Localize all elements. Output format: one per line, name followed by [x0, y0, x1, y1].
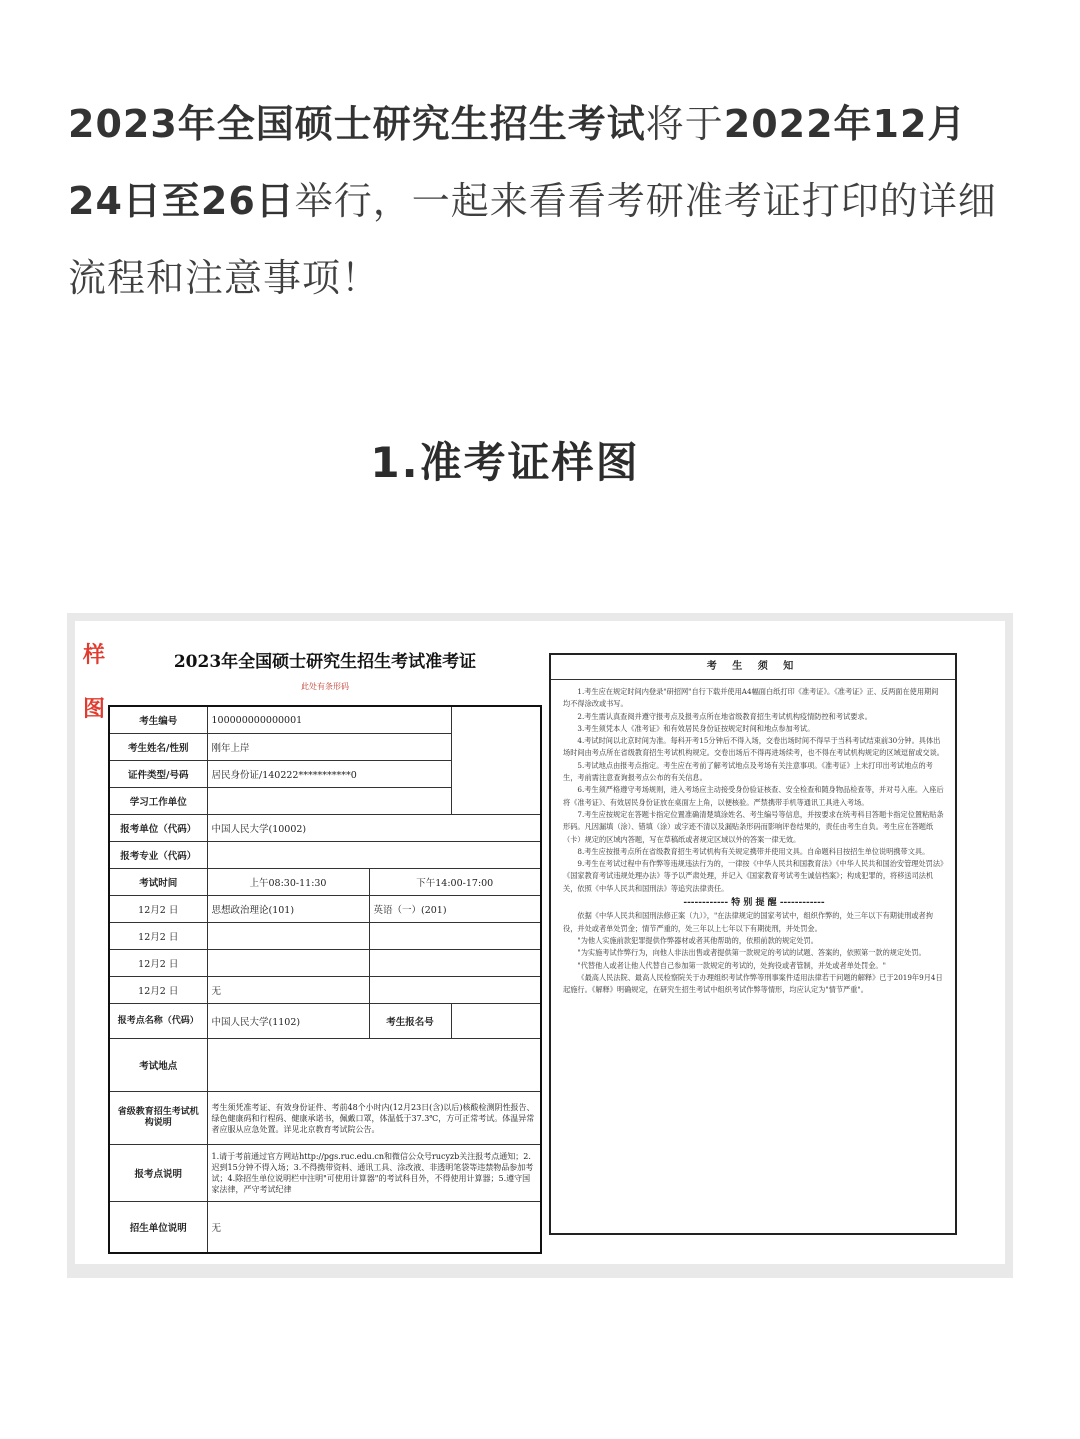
exam-pm-subject	[369, 923, 541, 950]
admission-ticket-sample-image	[67, 613, 1013, 1278]
provincial-note-value: 考生须凭准考证、有效身份证件、考前48个小时内(12月23日(含)以后)核酸检测阴性报告、绿色健康码和行程码、健康承诺书，佩戴口罩，体温低于37.3℃，方可正常考试。体温异常者应服从应急处置。详见北京教育考试院公告。	[207, 1092, 541, 1145]
ticket-table	[108, 705, 542, 1254]
exam-am-subject	[207, 923, 369, 950]
exam-row	[109, 950, 541, 977]
table-row	[109, 815, 541, 842]
table-row	[109, 842, 541, 869]
row-label: 学习工作单位	[109, 788, 207, 815]
exam-date: 12月2 日	[109, 977, 207, 1004]
ticket-title: 2023年全国硕士研究生招生考试准考证	[173, 652, 477, 672]
row-value: 100000000000001	[207, 706, 451, 734]
exam-am-subject: 思想政治理论(101)	[207, 896, 369, 923]
reminder-item: 依据《中华人民共和国刑法修正案（九）》，"在法律规定的国家考试中，组织作弊的，处三年以下有期徒刑或者拘役，并处或者单处罚金；情节严重的，处三年以上七年以下有期徒刑，并处罚金。	[563, 911, 933, 933]
sample-stamp: 样图	[83, 643, 106, 722]
exam-date: 12月2 日	[109, 923, 207, 950]
row-label: 证件类型/号码	[109, 761, 207, 788]
notice-item: 6.考生须严格遵守考场规则，进入考场应主动接受身份验证核查、安全检查和随身物品检查等，并对号入座。入座后将《准考证》、有效居民身份证放在桌面左上角，以便核验。严禁携带手机等通讯工具进入考场。	[563, 785, 944, 807]
table-row	[109, 706, 541, 734]
provincial-note-row	[109, 1092, 541, 1145]
photo-box	[451, 706, 541, 815]
site-note-row	[109, 1145, 541, 1202]
section-title: 1.准考证样图	[370, 438, 640, 487]
unit-note-row	[109, 1202, 541, 1254]
intro-bold-exam: 2023年全国硕士研究生招生考试	[68, 102, 646, 146]
reminder-item: "为实施考试作弊行为，向他人非法出售或者提供第一款规定的考试的试题、答案的，依照第一款的规定处罚。	[577, 948, 926, 958]
row-value	[207, 788, 451, 815]
notice-body	[551, 680, 955, 996]
exam-am-header: 上午08:30-11:30	[207, 869, 369, 896]
exam-site-label: 报考点名称（代码）	[109, 1004, 207, 1039]
notice-item: 1.考生应在规定时间内登录"研招网"自行下载并使用A4幅面白纸打印《准考证》。《准考证》正、反两面在使用期间均不得涂改或书写。	[563, 687, 939, 709]
row-value: 中国人民大学(10002)	[207, 815, 541, 842]
notice-item: 7.考生应按规定在答题卡指定位置准确清楚填涂姓名、考生编号等信息，并按要求在统考科目答题卡指定位置粘贴条形码。凡因漏填（涂）、错填（涂）或字迹不清以及漏贴条形码而影响评卷结果的，责任由考生自负。考生应在答题纸（卡）规定的区域内答题，写在草稿纸或者规定区域以外的答案一律无效。	[563, 809, 944, 844]
notice-item: 9.考生在考试过程中有作弊等违规违法行为的，一律按《中华人民共和国教育法》《中华人民共和国治安管理处罚法》《国家教育考试违规处理办法》等予以严肃处理，并记入《国家教育考试考生诚信档案》；构成犯罪的，将移送司法机关，依照《中华人民共和国刑法》等追究法律责任。	[563, 859, 944, 893]
exam-row	[109, 923, 541, 950]
reminder-item: "代替他人或者让他人代替自己参加第一款规定的考试的，处拘役或者管制，并处或者单处罚金。"	[577, 960, 886, 970]
site-note-label: 报考点说明	[109, 1145, 207, 1202]
notice-item: 8.考生应按报考点所在省级教育招生考试机构有关规定携带并使用文具。自命题科目按招生单位说明携带文具。	[577, 846, 930, 856]
ticket-sheet	[75, 621, 1005, 1264]
exam-date: 12月2 日	[109, 950, 207, 977]
intro-bold-date: 2022年12月24日至26日	[68, 102, 967, 223]
site-note-value: 1.请于考前通过官方网站http://pgs.ruc.edu.cn和微信公众号rucyzb关注报考点通知；2.迟到15分钟不得入场；3.不得携带资料、通讯工具、涂改液、非透明笔袋等违禁物品参加考试；4.除招生单位说明栏中注明"可使用计算器"的考试科目外，不得使用计算器；5.遵守国家法律，严守考试纪律	[207, 1145, 541, 1202]
exam-site-row	[109, 1004, 541, 1039]
exam-row	[109, 896, 541, 923]
notice-item: 3.考生须凭本人《准考证》和有效居民身份证按规定时间和地点参加考试。	[577, 723, 815, 733]
row-label: 考生姓名/性别	[109, 734, 207, 761]
unit-note-label: 招生单位说明	[109, 1202, 207, 1254]
exam-time-label: 考试时间	[109, 869, 207, 896]
reminder-item: "为他人实施前款犯罪提供作弊器材或者其他帮助的，依照前款的规定处罚。	[577, 935, 818, 945]
exam-pm-subject	[369, 977, 541, 1004]
exam-location-row	[109, 1039, 541, 1092]
notice-item: 4.考试时间以北京时间为准。每科开考15分钟后不得入场，交卷出场时间不得早于当科考试结束前30分钟。具体出场时间由考点所在省级教育招生考试机构规定。交卷出场后不得再进场续考，也不得在考试机构规定的区域逗留或交谈。	[563, 736, 944, 758]
row-value: 刚年上岸	[207, 734, 451, 761]
registration-number-value	[451, 1004, 541, 1039]
barcode-placeholder: 此处有条形码	[301, 682, 349, 691]
provincial-note-label: 省级教育招生考试机构说明	[109, 1092, 207, 1145]
special-reminder-title: ------------ 特 别 提 醒 ------------	[683, 898, 825, 909]
row-label: 报考单位（代码）	[109, 815, 207, 842]
exam-location-value	[207, 1039, 541, 1092]
exam-row	[109, 977, 541, 1004]
row-value	[207, 842, 541, 869]
exam-location-label: 考试地点	[109, 1039, 207, 1092]
exam-pm-header: 下午14:00-17:00	[369, 869, 541, 896]
exam-site-value: 中国人民大学(1102)	[207, 1004, 369, 1039]
row-value: 居民身份证/140222***********0	[207, 761, 451, 788]
exam-pm-subject: 英语（一）(201)	[369, 896, 541, 923]
intro-text-2: 举行，一起来看看考研准考证打印的详细流程和注意事项！	[68, 179, 997, 300]
reminder-item: 《最高人民法院、最高人民检察院关于办理组织考试作弊等刑事案件适用法律若干问题的解释》已于2019年9月4日起施行。《解释》明确规定，在研究生招生考试中组织考试作弊等情形，均应认定为"情节严重"。	[563, 972, 943, 995]
candidate-notice	[549, 653, 957, 1235]
notice-item: 2.考生需认真查阅并遵守报考点及报考点所在地省级教育招生考试机构疫情防控和考试要求。	[577, 711, 872, 721]
registration-number-label: 考生报名号	[369, 1004, 451, 1039]
exam-date: 12月2 日	[109, 896, 207, 923]
notice-title: 考 生 须 知	[551, 655, 955, 680]
unit-note-value: 无	[207, 1202, 541, 1254]
exam-am-subject	[207, 950, 369, 977]
notice-item: 5.考试地点由报考点指定。考生应在考前了解考试地点及考场有关注意事项。《准考证》上未打印出考试地点的考生，考前需注意查询报考点公布的有关信息。	[563, 760, 933, 783]
intro-paragraph	[68, 86, 1013, 317]
exam-time-header	[109, 869, 541, 896]
exam-pm-subject	[369, 950, 541, 977]
exam-am-subject: 无	[207, 977, 369, 1004]
intro-text-1: 将于	[645, 102, 724, 146]
row-label: 考生编号	[109, 706, 207, 734]
row-label: 报考专业（代码）	[109, 842, 207, 869]
